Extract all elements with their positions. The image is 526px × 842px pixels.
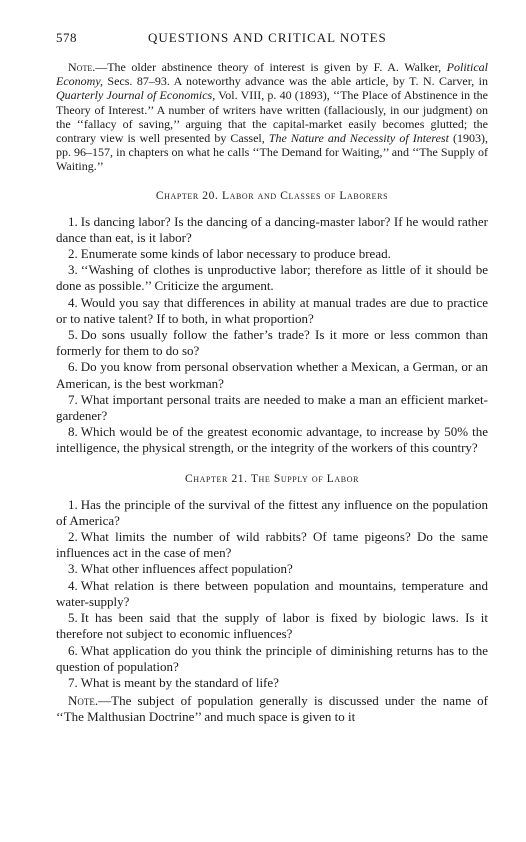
question-number: 5. <box>68 327 78 343</box>
note-citation: Political Economy, <box>56 60 488 89</box>
question-number: 1. <box>68 496 78 512</box>
question-item <box>56 578 488 610</box>
question-item <box>56 295 488 327</box>
question-number: 2. <box>68 246 78 262</box>
page-header <box>56 30 488 50</box>
page-number: 578 <box>56 30 77 45</box>
question-text: Would you say that differences in ability at manual trades are due to practice or to native talent? If to both, in what proportion? <box>56 294 488 326</box>
question-item <box>56 643 488 675</box>
note-text: (1903), pp. 96–157, in chapters on what he calls ‘‘The Demand for Waiting,’’ and ‘‘The Supply of Waiting.’’ <box>56 131 489 174</box>
question-item <box>56 392 488 424</box>
question-number: 7. <box>68 674 78 690</box>
question-text: Do you know from personal observation whether a Mexican, a German, or an American, is the best workman? <box>56 359 488 391</box>
note-text: Vol. VIII, p. 40 (1893), ‘‘The Place of Abstinence in the Theory of Interest.’’ A number of writers have written (fallaciously, in our judgment) on the ‘‘fallacy of saving,’’ arguing that the capital-market easily becomes glutted; the contrary view is well presented by Cassel, <box>56 88 488 146</box>
question-text: Enumerate some kinds of labor necessary to produce bread. <box>80 246 391 262</box>
chapter-heading: Chapter 20. Labor and Classes of Laborers <box>155 189 389 202</box>
note-text: —The subject of population generally is discussed under the name of ‘‘The Malthusian Doctrine’’ and much space is given to it <box>56 693 488 725</box>
question-number: 3. <box>68 561 78 577</box>
question-number: 8. <box>68 424 78 440</box>
question-item <box>56 246 488 262</box>
note-text: Secs. 87–93. A noteworthy advance was the able article, by T. N. Carver, in <box>103 74 488 89</box>
question-list <box>56 497 488 691</box>
question-item <box>56 214 488 246</box>
question-text: Do sons usually follow the father’s trade? Is it more or less common than formerly for them to do so? <box>56 327 488 359</box>
question-text: Which would be of the greatest economic advantage, to increase by 50% the intelligence, the physical strength, or the integrity of the workers of this country? <box>56 424 488 456</box>
running-head: QUESTIONS AND CRITICAL NOTES <box>148 30 387 45</box>
question-text: What relation is there between population and mountains, temperature and water-supply? <box>56 577 488 609</box>
question-number: 4. <box>68 294 78 310</box>
question-item <box>56 262 488 294</box>
question-text: What other influences affect population? <box>80 561 293 577</box>
question-text: Is dancing labor? Is the dancing of a dancing-master labor? If he would rather dance than eat, is it labor? <box>56 213 488 245</box>
question-text: ‘‘Washing of clothes is unproductive labor; therefore as little of it should be done as possible.’’ Criticize the argument. <box>56 262 488 294</box>
note-paragraph <box>56 60 488 174</box>
chapter-heading: Chapter 21. The Supply of Labor <box>184 472 360 485</box>
note-label: Note. <box>68 693 99 709</box>
question-number: 3. <box>68 262 78 278</box>
question-item <box>56 561 488 577</box>
note-paragraph <box>56 693 488 725</box>
question-item <box>56 610 488 642</box>
book-page <box>56 30 488 726</box>
question-item <box>56 675 488 691</box>
note-citation: Quarterly Journal of Economics, <box>56 88 216 103</box>
question-number: 7. <box>68 391 78 407</box>
question-text: What application do you think the principle of diminishing returns has to the question of population? <box>56 642 488 674</box>
question-number: 5. <box>68 610 78 626</box>
question-text: It has been said that the supply of labor is fixed by biologic laws. Is it therefore not subject to economic influences? <box>56 610 488 642</box>
question-number: 4. <box>68 577 78 593</box>
note-citation: The Nature and Necessity of Interest <box>268 131 449 146</box>
question-text: What is meant by the standard of life? <box>80 674 279 690</box>
question-text: Has the principle of the survival of the fittest any influence on the population of America? <box>56 496 488 528</box>
note-label: Note. <box>68 60 96 74</box>
question-list <box>56 214 488 457</box>
note-text: —The older abstinence theory of interest is given by F. A. Walker, <box>95 60 447 74</box>
question-text: What limits the number of wild rabbits? Of tame pigeons? Do the same influences act in the case of men? <box>56 529 488 561</box>
question-number: 2. <box>68 529 78 545</box>
question-number: 1. <box>68 213 78 229</box>
question-item <box>56 359 488 391</box>
question-number: 6. <box>68 642 78 658</box>
question-item <box>56 529 488 561</box>
question-text: What important personal traits are needed to make a man an efficient market-gardener? <box>56 391 488 424</box>
question-item <box>56 497 488 529</box>
question-item <box>56 327 488 359</box>
question-number: 6. <box>68 359 78 375</box>
question-item <box>56 424 488 456</box>
